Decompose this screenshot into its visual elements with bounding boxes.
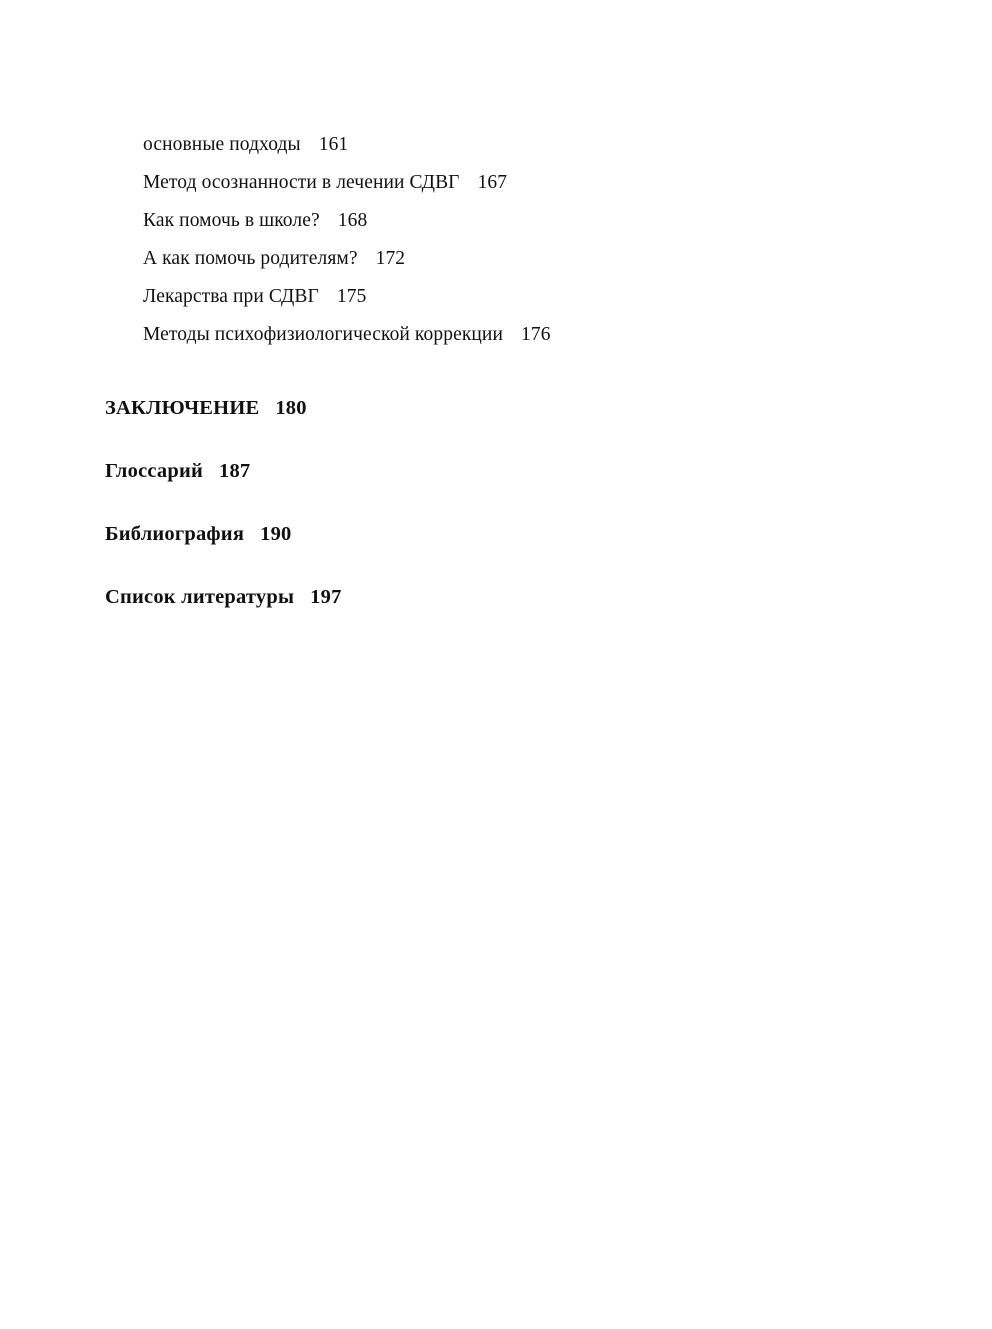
toc-sub-entry[interactable] (143, 202, 551, 240)
toc-subsection-list (143, 126, 551, 354)
toc-entry-page: 167 (477, 172, 508, 193)
toc-entry-title: Лекарства при СДВГ (143, 286, 319, 307)
toc-sub-entry[interactable] (143, 164, 551, 202)
toc-main-list (105, 377, 342, 629)
toc-sub-entry[interactable] (143, 126, 551, 164)
toc-main-entry[interactable] (105, 440, 342, 503)
toc-entry-page: 187 (219, 460, 251, 482)
toc-main-entry[interactable] (105, 566, 342, 629)
toc-sub-entry[interactable] (143, 278, 551, 316)
toc-main-entry[interactable] (105, 377, 342, 440)
toc-entry-page: 168 (337, 210, 368, 231)
toc-entry-page: 161 (318, 134, 349, 155)
toc-entry-title: Глоссарий (105, 460, 204, 482)
toc-entry-page: 197 (310, 586, 342, 608)
toc-entry-title: Как помочь в школе? (143, 210, 320, 231)
toc-sub-entry[interactable] (143, 316, 551, 354)
toc-entry-page: 180 (275, 397, 307, 419)
toc-entry-page: 175 (336, 286, 367, 307)
toc-entry-title: А как помочь родителям? (143, 248, 358, 269)
toc-sub-entry[interactable] (143, 240, 551, 278)
toc-entry-title: Метод осознанности в лечении СДВГ (143, 172, 460, 193)
toc-entry-title: Список литературы (105, 586, 295, 608)
toc-entry-page: 190 (260, 523, 292, 545)
toc-entry-page: 172 (375, 248, 406, 269)
toc-entry-title: ЗАКЛЮЧЕНИЕ (105, 397, 260, 419)
toc-main-entry[interactable] (105, 503, 342, 566)
toc-entry-page: 176 (521, 324, 551, 345)
toc-entry-title: основные подходы (143, 134, 301, 155)
toc-entry-title: Методы психофизиологической коррекции (143, 324, 504, 345)
toc-entry-title: Библиография (105, 523, 245, 545)
